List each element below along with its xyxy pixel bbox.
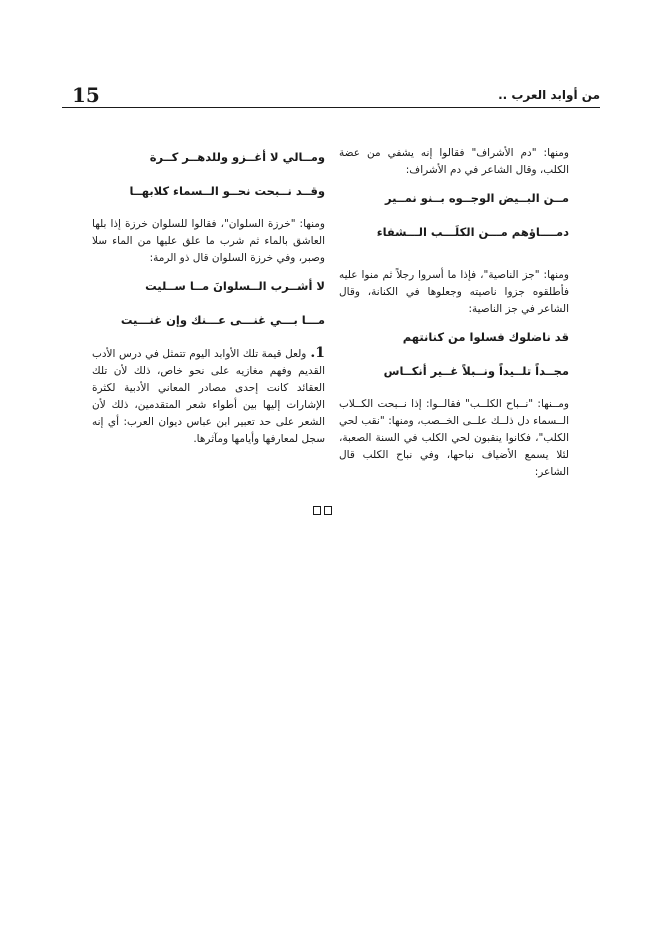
paragraph-forelock: ومنها: "جز الناصية"، فإذا ما أسروا رجلاً ثم منوا عليه فأطلقوه جزوا ناصيته وجعلوها في الكنانة، وقال الشاعر في جز الناصية: (339, 269, 569, 315)
verse-line: مجــداً تلــيداً ونــبلاً غــير أنكــاس (383, 364, 569, 378)
verse-line: ومــالي لا أغــزو وللدهــر كــرة (149, 150, 325, 164)
verse-line: قد ناضلوك فسلوا من كنانتهم (402, 330, 569, 344)
paragraph-text: ولعل قيمة تلك الأوابد اليوم تتمثل في درس الأدب القديم وفهم مغازيه على نحو خاص، ذلك لأن تلك العقائد كانت إحدى مصادر المعاني الأدبية لكثرة الإشارات إليها بين أطواء شعر المتقدمين، ذلك لأن الشعر على حد تعبير ابن عباس ديوان العرب: أي إنه سجل لمعارفها وأيامها ومآثرها. (92, 348, 325, 445)
verse-line: مـــا بـــي غنـــى عـــنك وإن غنـــيت (120, 313, 325, 327)
verse-line: مــن البــيض الوجــوه بــنو نمــير (385, 191, 569, 205)
paragraph-value-of-beliefs (92, 345, 325, 448)
square-ornament-icon (324, 506, 332, 515)
paragraph-solace-bead: ومنها: "خرزة السلوان"، فقالوا للسلوان خرزة إذا بلها العاشق بالماء ثم شرب ما علق عليها من الماء سلا وصبر، وفي خرزة السلوان قال ذو الرمة: (92, 218, 325, 264)
running-title: من أوابد العرب .. (498, 88, 600, 102)
verse-line: دمــــاؤهم مـــن الكلَـــب الـــشفاء (376, 225, 569, 239)
page-number: 15 (72, 83, 100, 107)
square-ornament-icon (313, 506, 321, 515)
left-column (92, 148, 325, 448)
verse-line: وقــد نــبحت نحــو الــسماء كلابهــا (129, 184, 325, 198)
verse-line: لا أشــرب الــسلوانَ مــا ســليت (145, 279, 325, 293)
paragraph-blood-of-nobles: ومنها: "دم الأشراف" فقالوا إنه يشفي من عضة الكلب، وقال الشاعر في دم الأشراف: (339, 147, 569, 176)
end-of-section-mark (313, 506, 332, 515)
section-number: 1. (310, 345, 325, 361)
paragraph-dog-barking: ومــنها: "نــباح الكلــب" فقالــوا: إذا نــبحت الكــلاب الــسماء دل ذلــك علــى الخــصب، ومنها: "نقب لحي الكلب"، فكانوا ينقبون لحي الكلب في السنة الصعبة، لئلا يسمع الأضياف نباحها، وفي نباح الكلب قال الشاعر: (339, 398, 569, 478)
right-column (339, 145, 569, 481)
page-header (62, 82, 600, 108)
header-rule (62, 107, 600, 108)
